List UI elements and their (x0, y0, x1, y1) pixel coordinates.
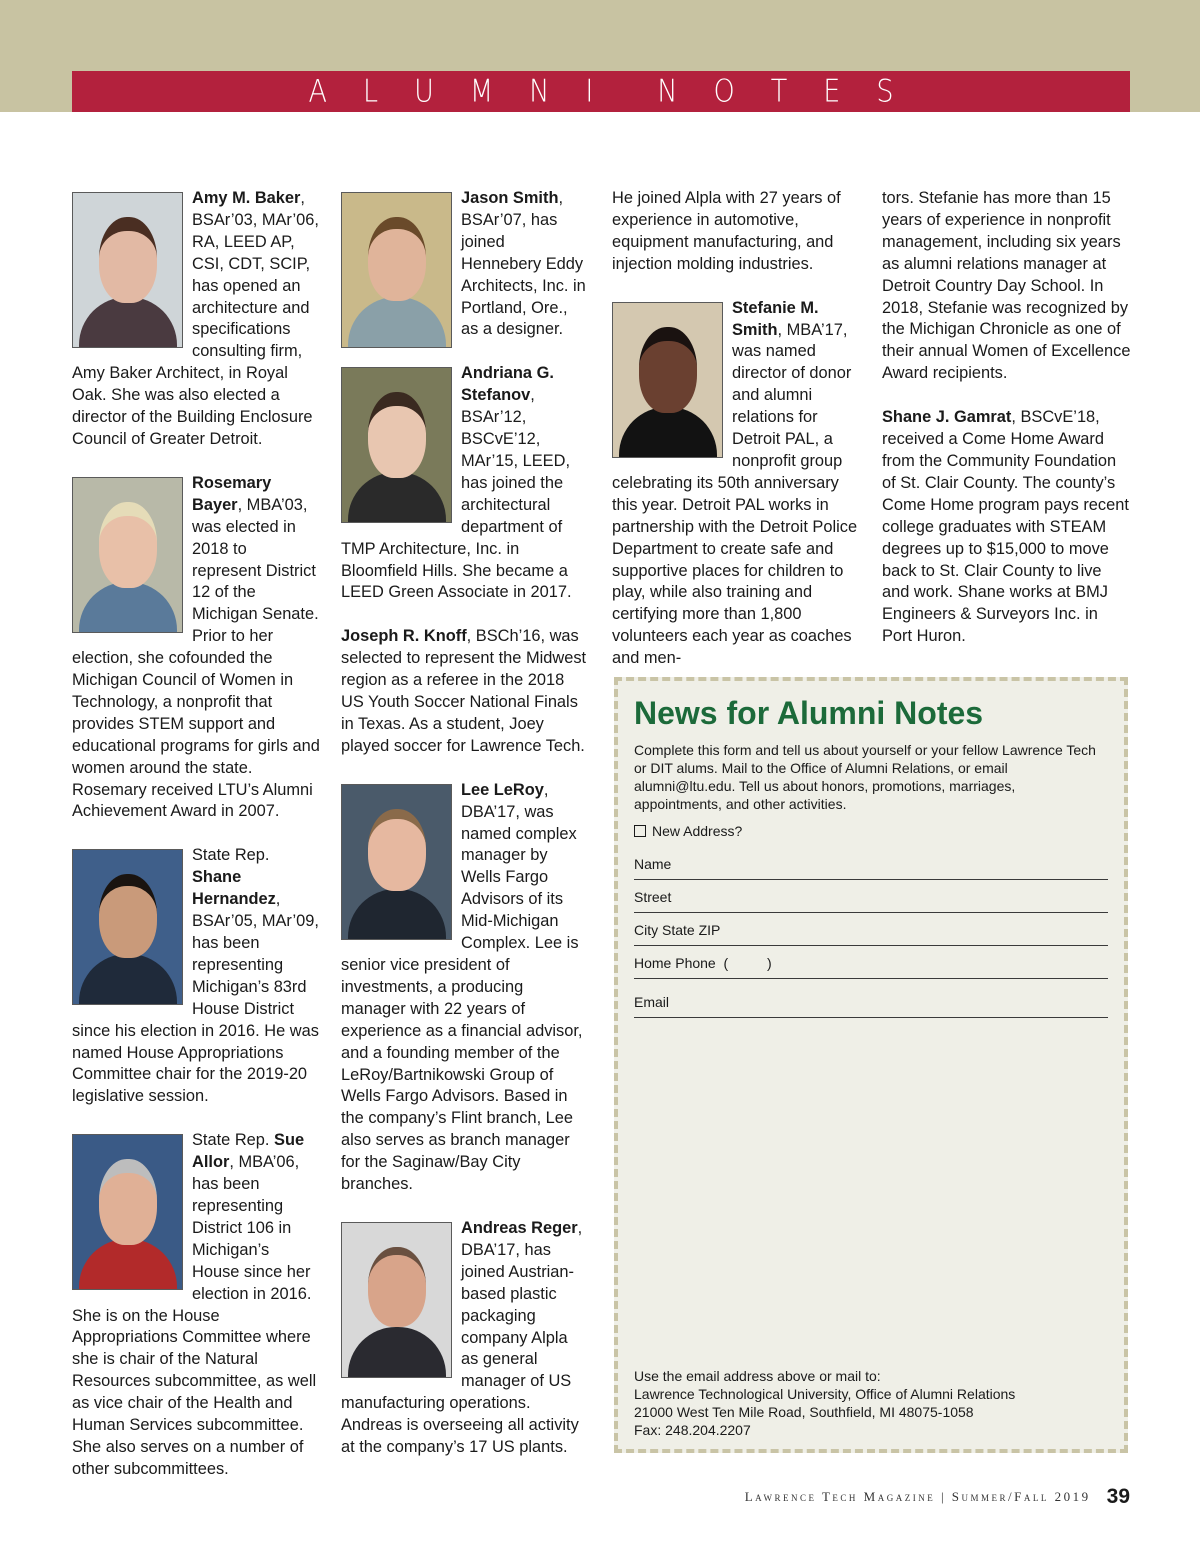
title-letter: U (414, 73, 434, 110)
email-label: Email (634, 994, 670, 1010)
section-title (72, 71, 1130, 112)
checkbox-icon[interactable] (634, 825, 646, 837)
photo-andreas-reger (341, 1222, 452, 1378)
photo-rosemary-bayer (72, 477, 183, 633)
alumni-text: , BSCvE’18, received a Come Home Award from the Community Foundation of St. Clair County. The county’s Come Home program pays recent college graduates with STEAM degrees up to $15,000 to move back to St. Clair County to live and work. Shane works at BMJ Engineers & Surveyors Inc. in Port Huron. (882, 408, 1129, 646)
alumni-text: , BSAr’03, MAr’06, RA, LEED AP, CSI, CDT, SCIP, has opened an architecture and specifications consulting firm, Amy Baker Architect, in Royal Oak. She was also elected a director of the Building Enclosure Council of Greater Detroit. (72, 189, 319, 448)
photo-jason-smith (341, 192, 452, 348)
photo-sue-allor (72, 1134, 183, 1290)
alumni-text: , MBA’06, has been representing District 106 in Michigan’s House since her election in 2016. She is on the House Appropriations Committee where she is chair of the Natural Resources subcommittee, as well as vice chair of the Health and Human Services subcommittee. She also serves on a number of other subcommittees. (72, 1153, 317, 1478)
alumni-name: Jason Smith (461, 189, 559, 207)
magazine-credit: Lawrence Tech Magazine | Summer/Fall 2019 (744, 1489, 1091, 1504)
photo-amy-baker (72, 192, 183, 348)
mail-org: Lawrence Technological University, Office of Alumni Relations (634, 1386, 1016, 1402)
alumni-note-stefanie-continued: tors. Stefanie has more than 15 years of experience in nonprofit management, including six years as alumni relations manager at Detroit Country Day School. In 2018, Stefanie was recognized by the Michigan Chronicle as one of their annual Women of Excellence Award recipients. (882, 189, 1131, 383)
home-phone-field[interactable] (634, 946, 1108, 979)
alumni-note-rosemary-bayer (72, 473, 320, 824)
alumni-name: Shane Hernandez (192, 868, 276, 909)
mail-intro: Use the email address above or mail to: (634, 1368, 881, 1384)
alumni-note-andriana-stefanov (341, 363, 589, 604)
phone-label: Home Phone ( ) (634, 955, 772, 971)
title-letter: N (657, 73, 678, 110)
new-address-label: New Address? (652, 823, 743, 839)
alumni-name: Amy M. Baker (192, 189, 301, 207)
column-1 (72, 188, 320, 1481)
title-letter: S (876, 73, 894, 110)
email-field[interactable] (634, 979, 1108, 1018)
form-title: News for Alumni Notes (634, 695, 984, 731)
title-letter: L (363, 73, 379, 110)
alumni-note-sue-allor (72, 1130, 320, 1481)
page-number: 39 (1106, 1485, 1130, 1508)
column-4 (882, 188, 1132, 648)
title-letter: T (770, 73, 788, 110)
alumni-notes-form (614, 677, 1128, 1453)
alumni-note-shane-gamrat (882, 407, 1132, 648)
title-letter: O (713, 73, 735, 110)
photo-stefanie-smith (612, 302, 723, 458)
new-address-checkbox[interactable] (634, 823, 1106, 839)
alumni-text: , BSCh’16, was selected to represent the Midwest region as a referee in the 2018 US Youth Soccer National Finals in Texas. As a student, Joey played soccer for Lawrence Tech. (341, 627, 587, 755)
alumni-note-jason-smith (341, 188, 589, 341)
alumni-note-andreas-reger (341, 1218, 589, 1459)
alumni-text: , MBA’03, was elected in 2018 to represent District 12 of the Michigan Senate. Prior to her election, she cofounded the Michigan Council of Women in Technology, a nonprofit that provides STEM support and educational programs for girls and women around the state. Rosemary received LTU’s Alumni Achievement Award in 2007. (72, 495, 320, 821)
city-label: City State ZIP (634, 922, 721, 938)
photo-lee-leroy (341, 784, 452, 940)
title-letter: I (585, 73, 594, 110)
alumni-note-lee-leroy (341, 780, 589, 1196)
alumni-name: Joseph R. Knoff (341, 627, 467, 646)
alumni-name: Andriana G. Stefanov (461, 364, 554, 405)
column-2 (341, 188, 589, 1459)
alumni-note-andreas-continued: He joined Alpla with 27 years of experience in automotive, equipment manufacturing, and injection molding industries. (612, 189, 841, 273)
mailing-address (634, 1367, 1015, 1439)
alumni-text: , DBA’17, has joined Austrian-based plastic packaging company Alpla as general manager of US manufacturing operations. Andreas is overseeing all activity at the company’s 17 US plants. (341, 1218, 583, 1457)
name-label: Name (634, 856, 672, 872)
title-letter: A (308, 73, 328, 110)
title-letter: E (823, 73, 841, 110)
photo-andriana-stefanov (341, 367, 452, 523)
alumni-text: , BSAr’12, BSCvE’12, MAr’15, LEED, has joined the architectural department of TMP Architecture, Inc. in Bloomfield Hills. She became a LEED Green Associate in 2017. (341, 386, 572, 602)
alumni-name: Sue Allor (192, 1131, 305, 1172)
alumni-prefix: State Rep. (192, 846, 270, 865)
column-3 (612, 188, 860, 670)
title-letter: M (469, 73, 494, 110)
alumni-note-stefanie-smith (612, 298, 860, 670)
alumni-name: Stefanie M. Smith (732, 298, 819, 339)
page-footer (745, 1485, 1130, 1509)
photo-shane-hernandez (72, 849, 183, 1005)
alumni-text: , DBA’17, was named complex manager by Wells Fargo Advisors of its Mid-Michigan Complex. Lee is senior vice president of investments, a producing manager with 22 years of experience as a financial advisor, and a founding member of the LeRoy/Bartnikowski Group of Wells Fargo Advisors. Based in the company’s Flint branch, Lee also serves as branch manager for the Saginaw/Bay City branches. (341, 780, 583, 1194)
alumni-note-amy-baker (72, 188, 320, 451)
street-field[interactable] (634, 880, 1108, 913)
alumni-prefix: State Rep. (192, 1131, 275, 1150)
alumni-note-shane-hernandez (72, 845, 320, 1108)
alumni-note-joseph-knoff (341, 626, 589, 757)
title-letter: N (529, 73, 550, 110)
alumni-name: Rosemary Bayer (192, 473, 272, 514)
mail-fax: Fax: 248.204.2207 (634, 1422, 751, 1438)
alumni-name: Shane J. Gamrat (882, 408, 1012, 427)
form-intro: Complete this form and tell us about yourself or your fellow Lawrence Tech or DIT alums. Mail to the Office of Alumni Relations, or email alumni@ltu.edu. Tell us about honors, promotions, marriages, appointments, and other activities. (634, 742, 1096, 812)
alumni-text: , BSAr’07, has joined Hennebery Eddy Architects, Inc. in Portland, Ore., as a designer. (461, 189, 586, 339)
alumni-name: Lee LeRoy (461, 780, 544, 799)
street-label: Street (634, 889, 672, 905)
name-field[interactable] (634, 847, 1108, 880)
alumni-name: Andreas Reger (461, 1218, 578, 1237)
mail-street: 21000 West Ten Mile Road, Southfield, MI 48075-1058 (634, 1404, 974, 1420)
city-state-zip-field[interactable] (634, 913, 1108, 946)
alumni-text: , MBA’17, was named director of donor and alumni relations for Detroit PAL, a nonprofit group celebrating its 50th anniversary this year. Detroit PAL works in partnership with the Detroit Police Department to create safe and supportive places for children to play, while also training and certifying more than 1,800 volunteers each year as coaches and men- (612, 320, 858, 668)
alumni-text: , BSAr’05, MAr’09, has been representing Michigan’s 83rd House District since his election in 2016. He was named House Appropriations Committee chair for the 2019-20 legislative session. (72, 890, 319, 1106)
